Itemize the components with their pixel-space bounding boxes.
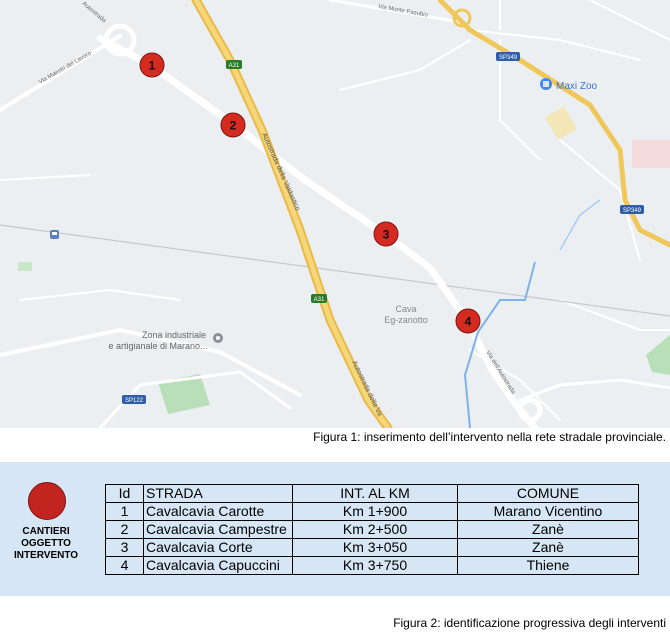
svg-text:4: 4 xyxy=(464,314,472,329)
cell-km: Km 3+050 xyxy=(293,539,458,557)
autostrada-valdastico-label: Autostrada della Valdastico xyxy=(260,131,301,212)
cell-comune: Zanè xyxy=(458,539,639,557)
svg-text:A31: A31 xyxy=(313,297,325,303)
sp122-shield xyxy=(122,395,146,404)
bus-stop-icon[interactable] xyxy=(50,230,59,239)
cell-id: 1 xyxy=(106,503,144,521)
header-road: STRADA xyxy=(144,485,293,503)
via-maestri-label: Via Maestri del Lavoro xyxy=(38,50,93,86)
cell-comune: Zanè xyxy=(458,521,639,539)
cell-road: Cavalcavia Campestre xyxy=(144,521,293,539)
figure-1-caption: Figura 1: inserimento dell’intervento nella rete stradale provinciale. xyxy=(313,430,666,444)
svg-text:Zona industriale: Zona industriale xyxy=(141,330,207,340)
cell-id: 4 xyxy=(106,557,144,575)
header-comune: COMUNE xyxy=(458,485,639,503)
legend-label xyxy=(6,526,86,562)
svg-text:A31: A31 xyxy=(228,63,240,69)
cell-id: 3 xyxy=(106,539,144,557)
marker-4[interactable] xyxy=(456,309,480,333)
legend-label-line-2: OGGETTO xyxy=(21,538,71,549)
a31-shield-bottom xyxy=(311,294,327,303)
sp349-shield-top xyxy=(496,52,520,61)
via-autostrada-label: Via dell'Autostrada xyxy=(484,349,516,396)
table-row xyxy=(106,503,639,521)
marker-2[interactable] xyxy=(221,113,245,137)
header-km: INT. AL KM xyxy=(293,485,458,503)
cell-id: 2 xyxy=(106,521,144,539)
cell-km: Km 2+500 xyxy=(293,521,458,539)
cell-road: Cavalcavia Capuccini xyxy=(144,557,293,575)
svg-text:Eg-zanotto: Eg-zanotto xyxy=(384,315,428,325)
table-row xyxy=(106,557,639,575)
svg-text:SP349: SP349 xyxy=(498,55,518,61)
figure-2-caption: Figura 2: identificazione progressiva degli interventi xyxy=(393,616,666,630)
cell-road: Cavalcavia Corte xyxy=(144,539,293,557)
svg-text:2: 2 xyxy=(229,118,237,133)
table-row xyxy=(106,539,639,557)
cell-km: Km 1+900 xyxy=(293,503,458,521)
a31-shield-top xyxy=(226,60,242,69)
svg-text:Maxi Zoo: Maxi Zoo xyxy=(556,81,598,92)
park-area-small xyxy=(18,262,32,271)
pink-area xyxy=(632,140,670,168)
legend-marker-icon xyxy=(28,482,66,520)
svg-text:e artigianale di Marano...: e artigianale di Marano... xyxy=(108,341,208,351)
marker-3[interactable] xyxy=(374,222,398,246)
cell-comune: Thiene xyxy=(458,557,639,575)
cell-comune: Marano Vicentino xyxy=(458,503,639,521)
svg-text:3: 3 xyxy=(382,227,390,242)
autostrada-top-label: Autostrada xyxy=(80,0,107,25)
cell-road: Cavalcavia Carotte xyxy=(144,503,293,521)
svg-text:Cava: Cava xyxy=(395,304,417,314)
svg-text:SP349: SP349 xyxy=(622,208,642,214)
marker-1[interactable] xyxy=(140,53,164,77)
legend-label-line-3: INTERVENTO xyxy=(13,550,79,561)
sites-table xyxy=(105,484,639,575)
sp349-shield-right xyxy=(620,205,644,214)
table-header-row xyxy=(106,485,639,503)
svg-text:1: 1 xyxy=(148,58,156,73)
legend-panel xyxy=(0,462,670,596)
legend-label-line-1: CANTIERI xyxy=(22,526,70,537)
header-id: Id xyxy=(106,485,144,503)
via-monte-pasubio-label: Via Monte Pasubio xyxy=(377,4,429,19)
autostrada-valdastico-label-2: Autostrada della Va xyxy=(350,359,384,418)
cell-km: Km 3+750 xyxy=(293,557,458,575)
table-row xyxy=(106,521,639,539)
svg-text:SP122: SP122 xyxy=(124,398,144,404)
